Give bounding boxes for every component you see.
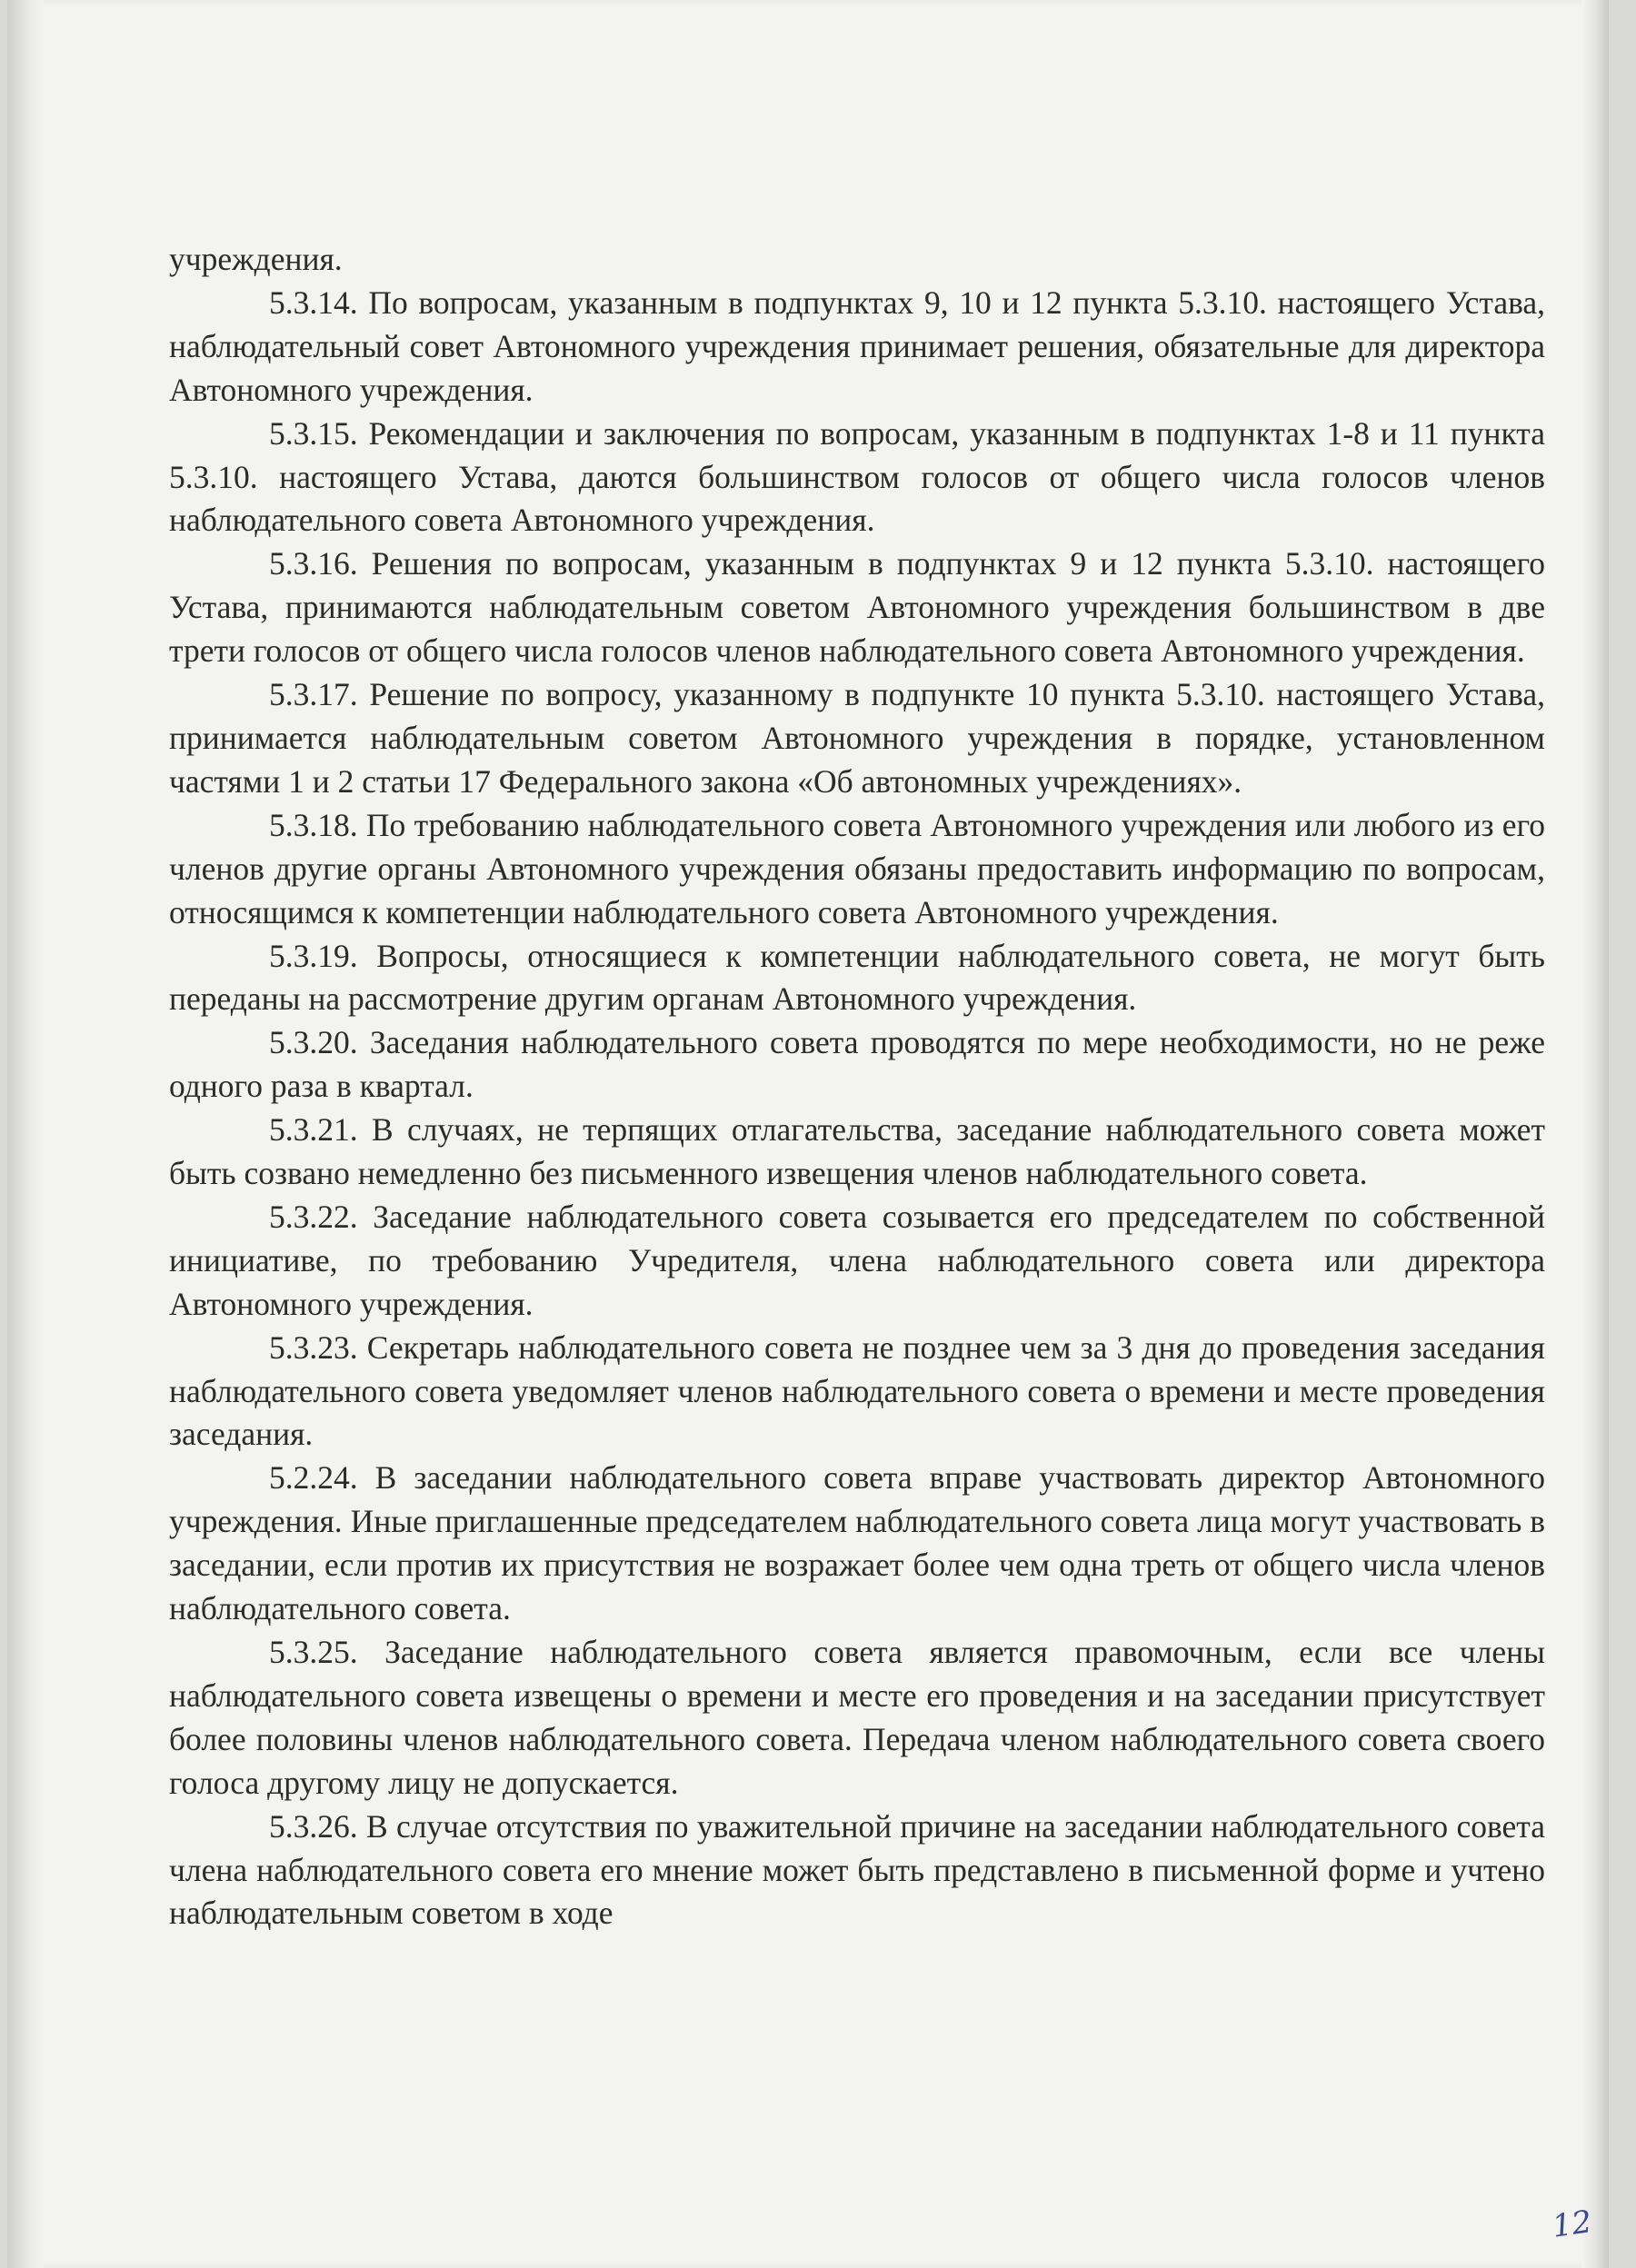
paragraph-5-3-19: 5.3.19. Вопросы, относящиеся к компетенции наблюдательного совета, не могут быть переданы на рассмотрение другим органам Автономного учреждения. [169,937,1545,1018]
paragraph-5-2-24: 5.2.24. В заседании наблюдательного совета вправе участвовать директор Автономного учреждения. Иные приглашенные председателем наблюдательного совета лица могут участвовать в заседании, если против их присутствия не возражает более чем одна треть от общего числа членов наблюдательного совета. [169,1459,1545,1627]
document-body [169,238,1545,1935]
paragraph-5-3-22: 5.3.22. Заседание наблюдательного совета созывается его председателем по собственной инициативе, по требованию Учредителя, члена наблюдательного совета или директора Автономного учреждения. [169,1198,1545,1322]
paragraph-5-3-17: 5.3.17. Решение по вопросу, указанному в подпункте 10 пункта 5.3.10. настоящего Устава, принимается наблюдательным советом Автономного учреждения в порядке, установленном частями 1 и 2 статьи 17 Федерального закона «Об автономных учреждениях». [169,676,1545,800]
paragraph-5-3-16: 5.3.16. Решения по вопросам, указанным в подпунктах 9 и 12 пункта 5.3.10. настоящего Устава, принимаются наблюдательным советом Автономного учреждения большинством в две трети голосов от общего числа голосов членов наблюдательного совета Автономного учреждения. [169,545,1545,670]
paragraph-5-3-14: 5.3.14. По вопросам, указанным в подпунктах 9, 10 и 12 пункта 5.3.10. настоящего Устава, наблюдательный совет Автономного учреждения принимает решения, обязательные для директора Автономного учреждения. [169,284,1545,408]
paragraph-5-3-18: 5.3.18. По требованию наблюдательного совета Автономного учреждения или любого из его членов другие органы Автономного учреждения обязаны предоставить информацию по вопросам, относящимся к компетенции наблюдательного совета Автономного учреждения. [169,806,1545,930]
paragraph-5-3-15: 5.3.15. Рекомендации и заключения по вопросам, указанным в подпунктах 1-8 и 11 пункта 5.3.10. настоящего Устава, даются большинством голосов от общего числа голосов членов наблюдательного совета Автономного учреждения. [169,414,1545,539]
paragraph-5-3-25: 5.3.25. Заседание наблюдательного совета является правомочным, если все члены наблюдательного совета извещены о времени и месте его проведения и на заседании присутствует более половины членов наблюдательного совета. Передача членом наблюдательного совета своего голоса другому лицу не допускается. [169,1634,1545,1801]
page-number: 12 [1550,2203,1594,2245]
paragraph-5-3-21: 5.3.21. В случаях, не терпящих отлагательства, заседание наблюдательного совета может быть созвано немедленно без письменного извещения членов наблюдательного совета. [169,1111,1545,1192]
paragraph-5-3-20: 5.3.20. Заседания наблюдательного совета проводятся по мере необходимости, но не реже одного раза в квартал. [169,1024,1545,1105]
paragraph-5-3-26: 5.3.26. В случае отсутствия по уважительной причине на заседании наблюдательного совета члена наблюдательного совета его мнение может быть представлено в письменной форме и учтено наблюдательным советом в ходе [169,1807,1545,1932]
paragraph-5-3-23: 5.3.23. Секретарь наблюдательного совета не позднее чем за 3 дня до проведения заседания наблюдательного совета уведомляет членов наблюдательного совета о времени и месте проведения заседания. [169,1328,1545,1453]
paragraph-continuation: учреждения. [169,241,343,277]
document-page [7,0,1609,2268]
page-left-edge [7,0,44,2268]
page-right-edge [1581,0,1609,2268]
